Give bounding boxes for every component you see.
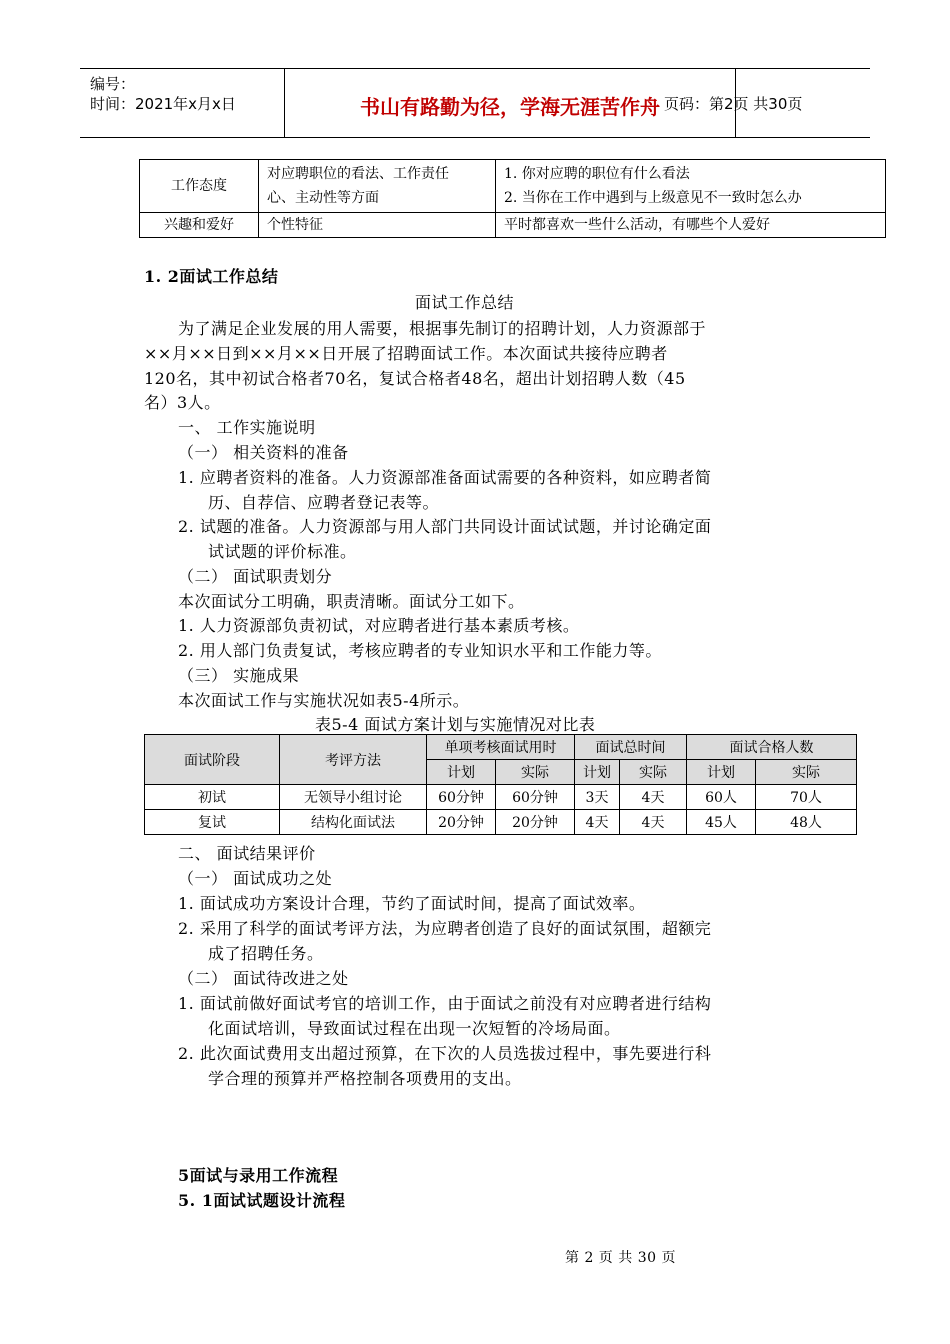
table-cell: 70人 [756,785,857,810]
page-header [80,68,870,138]
table-row [140,213,886,238]
part-title: 二、 面试结果评价 [178,844,316,863]
table-cell: 48人 [756,810,857,835]
table-cell: 无领导小组讨论 [280,785,427,810]
subsection-title: （一） 相关资料的准备 [178,443,349,462]
cell-line: 2. 当你在工作中遇到与上级意见不一致时怎么办 [504,190,802,206]
table-header-row [145,735,857,760]
list-item-cont: 化面试培训，导致面试过程在出现一次短暂的冷场局面。 [208,1019,621,1038]
table-cell: 60分钟 [496,785,575,810]
header-cell: 实际 [496,760,575,785]
cell-line: 心、主动性等方面 [267,190,379,206]
intro-line: 120名，其中初试合格者70名，复试合格者48名，超出计划招聘人数（45 [144,369,686,388]
table-cell: 45人 [687,810,756,835]
doc-title: 面试工作总结 [415,293,515,312]
table-caption: 表5-4 面试方案计划与实施情况对比表 [315,715,596,734]
chapter-heading: 5面试与录用工作流程 [178,1166,339,1185]
table-cell: 4天 [620,785,687,810]
part-title: 一、 工作实施说明 [178,418,316,437]
motto: 书山有路勤为径，学海无涯苦作舟 [360,95,660,119]
table-cell: 兴趣和爱好 [140,213,259,238]
header-cell: 实际 [620,760,687,785]
table-cell: 工作态度 [140,160,259,213]
table-cell: 4天 [575,810,620,835]
table-row [145,785,857,810]
subsection-title: （二） 面试职责划分 [178,567,333,586]
table-cell: 60人 [687,785,756,810]
intro-line: 名）3人。 [144,393,221,412]
table-row [145,810,857,835]
intro-line: 为了满足企业发展的用人需要，根据事先制订的招聘计划，人力资源部于 [178,319,707,338]
subsection-title: （三） 实施成果 [178,666,300,685]
evaluation-table [139,159,886,238]
list-item: 1. 人力资源部负责初试，对应聘者进行基本素质考核。 [178,616,580,635]
header-cell: 考评方法 [280,735,427,785]
list-item-cont: 成了招聘任务。 [208,944,324,963]
header-cell: 面试阶段 [145,735,280,785]
table-cell: 4天 [620,810,687,835]
table-cell: 结构化面试法 [280,810,427,835]
list-item: 1. 面试成功方案设计合理，节约了面试时间，提高了面试效率。 [178,894,646,913]
header-left-cell [80,69,284,137]
header-cell: 实际 [756,760,857,785]
list-item: 2. 采用了科学的面试考评方法，为应聘者创造了良好的面试氛围，超额完 [178,919,712,938]
list-item: 2. 此次面试费用支出超过预算，在下次的人员选拔过程中，事先要进行科 [178,1044,712,1063]
subsection-title: （二） 面试待改进之处 [178,969,349,988]
list-item: 2. 试题的准备。人力资源部与用人部门共同设计面试试题，并讨论确定面 [178,517,712,536]
number-label: 编号： [90,75,136,93]
list-item: 1. 应聘者资料的准备。人力资源部准备面试需要的各种资料，如应聘者简 [178,468,712,487]
page-info: 页码：第2页 共30页 [664,95,803,113]
table-cell: 60分钟 [427,785,496,810]
header-cell: 单项考核面试用时 [427,735,575,760]
header-cell: 计划 [427,760,496,785]
table-cell: 平时都喜欢一些什么活动，有哪些个人爱好 [496,213,886,238]
table-cell: 3天 [575,785,620,810]
list-item: 1. 面试前做好面试考官的培训工作，由于面试之前没有对应聘者进行结构 [178,994,712,1013]
table-cell: 20分钟 [496,810,575,835]
header-cell: 计划 [687,760,756,785]
section-heading: 1. 2面试工作总结 [144,267,279,286]
intro-line: ××月××日到××月××日开展了招聘面试工作。本次面试共接待应聘者 [144,344,668,363]
page-footer: 第 2 页 共 30 页 [565,1250,676,1266]
list-item-cont: 历、自荐信、应聘者登记表等。 [208,493,440,512]
cell-line: 1. 你对应聘的职位有什么看法 [504,166,690,182]
table-cell: 复试 [145,810,280,835]
list-item-cont: 试试题的评价标准。 [208,542,357,561]
list-item-cont: 学合理的预算并严格控制各项费用的支出。 [208,1069,522,1088]
plan-vs-actual-table [144,734,857,835]
paragraph: 本次面试分工明确，职责清晰。面试分工如下。 [178,592,525,611]
table-cell: 个性特征 [259,213,496,238]
table-cell: 初试 [145,785,280,810]
header-cell: 面试总时间 [575,735,687,760]
table-row [140,160,886,213]
subsection-title: （一） 面试成功之处 [178,869,333,888]
paragraph: 本次面试工作与实施状况如表5-4所示。 [178,691,470,710]
cell-line: 对应聘职位的看法、工作责任 [267,166,449,182]
chapter-sub-heading: 5. 1面试试题设计流程 [178,1191,346,1210]
date-line: 时间：2021年x月x日 [90,95,236,113]
list-item: 2. 用人部门负责复试，考核应聘者的专业知识水平和工作能力等。 [178,641,662,660]
table-cell [259,160,496,213]
table-cell: 20分钟 [427,810,496,835]
header-cell: 面试合格人数 [687,735,857,760]
header-cell: 计划 [575,760,620,785]
table-cell [496,160,886,213]
